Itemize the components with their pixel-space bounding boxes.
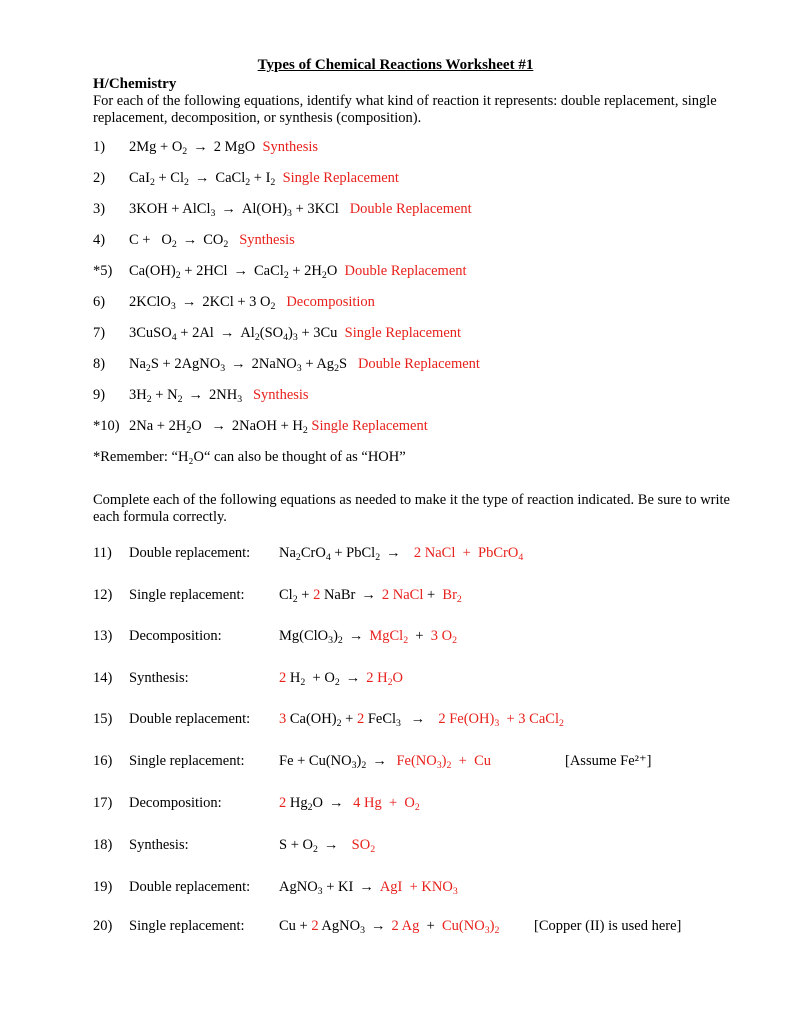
question-number: *5) (93, 263, 113, 279)
answer: Double Replacement (357, 356, 480, 372)
question-number: 13) (93, 628, 113, 644)
course-label: H/Chemistry (93, 76, 177, 92)
answer: Double Replacement (349, 201, 472, 217)
equation: $Fe + Cu(NO_3)_2 \to Fe(NO_3)_2 + Cu$ (279, 753, 492, 771)
equation: Cu + 2 AgNO$_3$ → 2 $Ag + Cu(NO_3)_2$ (279, 918, 500, 936)
page-title: Types of Chemical Reactions Worksheet #1 (257, 57, 534, 73)
equation: $Na_2S$ + 2AgNO$_3$ → 2NaNO$_3$ + $Ag_2S$ Double Replacement (129, 356, 480, 374)
equation: $C + O_2 \to CO_2$ Synthesis (129, 232, 295, 250)
answer: Decomposition (286, 294, 375, 310)
reaction-type: Double replacement: (129, 879, 251, 895)
hint-note: [Assume Fe²⁺] (565, 753, 652, 769)
question-number: 12) (93, 587, 113, 603)
reaction-type: Single replacement: (129, 753, 245, 769)
equation: $CaI_2 + Cl_2$ → CaCl$_2$ + $I_2$ Single Replacement (129, 170, 399, 188)
equation: 2 $H_2 + O_2 \to 2$ $H_2O$ (279, 670, 403, 688)
answer: Synthesis (239, 232, 295, 248)
answer: Single Replacement (344, 325, 462, 341)
reaction-type: Single replacement: (129, 587, 245, 603)
question-number: 15) (93, 711, 113, 727)
equation: 3KOH + AlCl$_3$ → $Al(OH)_3 + 3KCl$ Double Replacement (129, 201, 472, 219)
question-number: 8) (93, 356, 106, 372)
question-number: 9) (93, 387, 106, 403)
answer: Double Replacement (344, 263, 467, 279)
question-number: 11) (93, 545, 112, 561)
equation: 3CuSO$_4$ + $2Al \to Al_2(SO_4)_3 + 3Cu$ Single Replacement (129, 325, 462, 343)
question-number: 6) (93, 294, 106, 310)
question-number: 16) (93, 753, 113, 769)
question-number: 4) (93, 232, 106, 248)
part1-instructions: For each of the following equations, identify what kind of reaction it represents: double replacement, single replacement, decomposition, or synthesis (composition). (93, 93, 717, 126)
reaction-type: Synthesis: (129, 837, 189, 853)
reaction-type: Synthesis: (129, 670, 189, 686)
hint-note: [Copper (II) is used here] (534, 918, 682, 934)
answer: Synthesis (252, 387, 309, 403)
reaction-type: Double replacement: (129, 545, 251, 561)
question-number: 3) (93, 201, 106, 217)
equation: $3H_2 + N_2 \to 2NH_3$ Synthesis (129, 387, 309, 405)
question-number: 2) (93, 170, 106, 186)
equation: $S + O_2 \to SO_2$ (279, 837, 376, 855)
equation: $Mg(ClO_3)_2$ → MgCl$_2$ + 3 $O_2$ (279, 628, 458, 646)
question-number: 7) (93, 325, 106, 341)
question-number: 18) (93, 837, 113, 853)
reaction-type: Single replacement: (129, 918, 245, 934)
answer: Single Replacement (282, 170, 399, 186)
equation: 2KClO$_3$ → 2KCl + 3 $O_2$ Decomposition (129, 294, 375, 312)
equation: $2Mg + O_2 \to 2$ MgO Synthesis (129, 139, 319, 157)
question-number: 1) (93, 139, 106, 155)
answer: Synthesis (262, 139, 319, 155)
equation: $2Na + 2H_2O$ → 2NaOH + $H_2$ Single Replacement (129, 418, 428, 436)
reaction-type: Decomposition: (129, 795, 222, 811)
part2-instructions: Complete each of the following equations as needed to make it the type of reaction indicated. Be sure to write each formula correctly. (93, 492, 730, 525)
question-number: 19) (93, 879, 113, 895)
remember-note: *Remember: “H₂O“ can also be thought of as “HOH” (93, 449, 406, 465)
equation: $Cl_2 + 2$ NaBr → 2 NaCl + $Br_2$ (279, 587, 462, 605)
question-number: 17) (93, 795, 113, 811)
equation: 3 $Ca(OH)_2 + 2$ FeCl$_3$ → 2 $Fe(OH)_3 + 3$ CaCl$_2$ (279, 711, 564, 729)
reaction-type: Double replacement: (129, 711, 251, 727)
reaction-type: Decomposition: (129, 628, 222, 644)
question-number: 20) (93, 918, 113, 934)
question-number: *10) (93, 418, 120, 434)
answer: Single Replacement (311, 418, 428, 434)
question-number: 14) (93, 670, 113, 686)
equation: $Na_2CrO_4$ + PbCl$_2$ → 2 NaCl + PbCrO$_4$ (279, 545, 524, 563)
equation: 2 $Hg_2O \to 4$ $Hg + O_2$ (279, 795, 420, 813)
equation: $Ca(OH)_2 + 2HCl$ → CaCl$_2$ + $2H_2O$ Double Replacement (129, 263, 467, 281)
equation: AgNO$_3$ + KI → AgI + $KNO_3$ (279, 879, 458, 897)
